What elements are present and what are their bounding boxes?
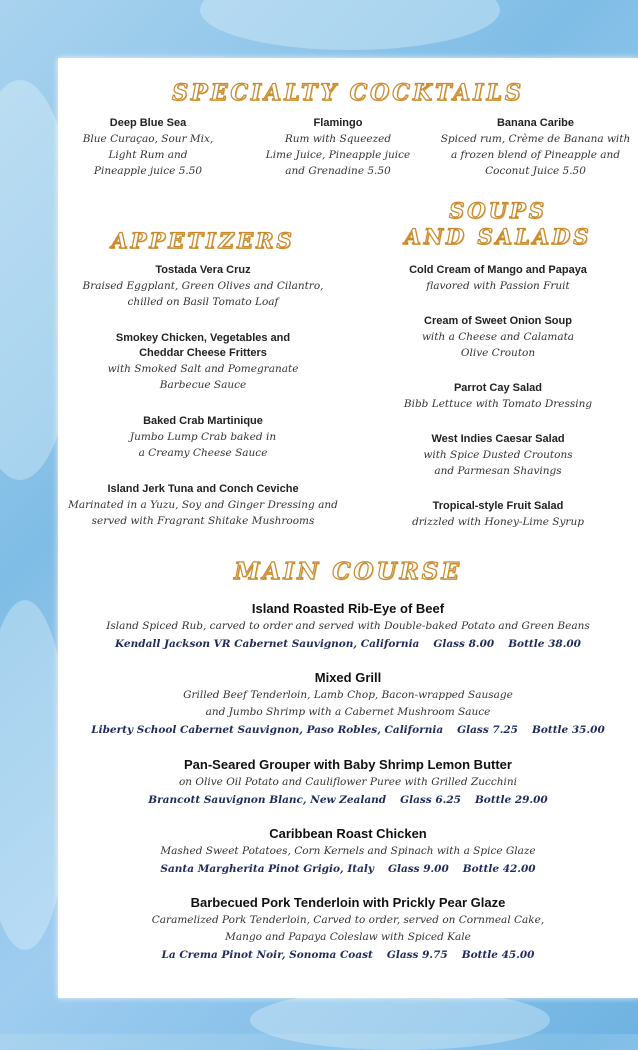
wine-glass-price: Glass 6.25 bbox=[400, 794, 461, 806]
soup-desc: with a Cheese and Calamata bbox=[421, 331, 575, 343]
appetizer-desc: served with Fragrant Shitake Mushrooms bbox=[91, 515, 315, 527]
main-item bbox=[58, 669, 638, 739]
wine-glass-price: Glass 9.00 bbox=[387, 863, 449, 875]
main-desc: and Jumbo Shrimp with a Cabernet Mushroom Sauce bbox=[205, 706, 491, 718]
soup-desc: Olive Crouton bbox=[460, 347, 536, 359]
soup-name: Cream of Sweet Onion Soup bbox=[424, 315, 572, 327]
main-desc: Mashed Sweet Potatoes, Corn Kernels and Spinach with a Spice Glaze bbox=[160, 845, 536, 857]
soup-desc: drizzled with Honey-Lime Syrup bbox=[412, 516, 584, 528]
main-item bbox=[58, 600, 638, 653]
main-desc: Island Spiced Rub, carved to order and served with Double-baked Potato and Green Beans bbox=[106, 620, 590, 632]
main-item bbox=[58, 756, 638, 809]
main-name: Pan-Seared Grouper with Baby Shrimp Lemon Butter bbox=[184, 757, 512, 772]
soup-item bbox=[368, 314, 628, 361]
soup-item bbox=[368, 263, 628, 294]
main-desc: Mango and Papaya Coleslaw with Spiced Kale bbox=[225, 931, 471, 943]
main-desc: Grilled Beef Tenderloin, Lamb Chop, Bacon-wrapped Sausage bbox=[183, 689, 513, 701]
main-name: Mixed Grill bbox=[314, 670, 382, 685]
wine-pairing bbox=[58, 860, 638, 878]
wine-glass-price: Glass 7.25 bbox=[457, 724, 518, 736]
cocktail-desc: Pineapple juice 5.50 bbox=[93, 165, 203, 177]
wine-bottle-price: Bottle 35.00 bbox=[531, 724, 605, 736]
appetizer-desc: Jumbo Lump Crab baked in bbox=[129, 431, 277, 443]
soup-name: West Indies Caesar Salad bbox=[431, 433, 565, 445]
background-brush bbox=[250, 990, 550, 1050]
main-desc: Caramelized Pork Tenderloin, Carved to order, served on Cornmeal Cake, bbox=[151, 914, 545, 926]
soup-name: Parrot Cay Salad bbox=[453, 382, 543, 394]
cocktail-name: Flamingo bbox=[313, 117, 363, 129]
appetizer-name: Smokey Chicken, Vegetables and bbox=[115, 332, 291, 344]
cocktail-desc: Rum with Squeezed bbox=[284, 133, 392, 145]
appetizers-heading: APPETIZERS bbox=[111, 228, 295, 253]
cocktail-desc: Spiced rum, Crème de Banana with bbox=[440, 133, 631, 145]
wine-bottle-price: Bottle 29.00 bbox=[474, 794, 548, 806]
soup-item bbox=[368, 381, 628, 412]
appetizer-desc: Marinated in a Yuzu, Soy and Ginger Dressing and bbox=[68, 499, 338, 511]
soup-item bbox=[368, 499, 628, 530]
main-course-heading: MAIN COURSE bbox=[234, 558, 462, 585]
soup-desc: flavored with Passion Fruit bbox=[426, 280, 570, 292]
appetizer-desc: Braised Eggplant, Green Olives and Cilantro, bbox=[82, 280, 324, 292]
soups-heading: SOUPS bbox=[449, 198, 547, 223]
cocktails-heading: SPECIALTY COCKTAILS bbox=[172, 80, 524, 106]
appetizer-desc: Barbecue Sauce bbox=[159, 379, 247, 391]
background-brush bbox=[200, 0, 500, 50]
soup-desc: with Spice Dusted Croutons bbox=[423, 449, 573, 461]
cocktail-item bbox=[248, 116, 428, 179]
appetizer-name: Cheddar Cheese Fritters bbox=[139, 347, 267, 359]
cocktail-name: Banana Caribe bbox=[496, 117, 575, 129]
soup-item bbox=[368, 432, 628, 479]
soup-desc: and Parmesan Shavings bbox=[434, 465, 562, 477]
cocktail-item bbox=[438, 116, 633, 179]
wine-pairing bbox=[58, 791, 638, 809]
cocktail-desc: Light Rum and bbox=[108, 149, 188, 161]
appetizer-name: Baked Crab Martinique bbox=[143, 415, 263, 427]
wine-name: Kendall Jackson VR Cabernet Sauvignon, California bbox=[115, 638, 420, 650]
wine-pairing bbox=[58, 721, 638, 739]
cocktail-desc: Coconut Juice 5.50 bbox=[485, 165, 586, 177]
appetizer-desc: with Smoked Salt and Pomegranate bbox=[107, 363, 299, 375]
wine-name: Brancott Sauvignon Blanc, New Zealand bbox=[148, 794, 387, 806]
appetizer-desc: a Creamy Cheese Sauce bbox=[138, 447, 268, 459]
soup-desc: Bibb Lettuce with Tomato Dressing bbox=[403, 398, 593, 410]
cocktail-desc: a frozen blend of Pineapple and bbox=[450, 149, 621, 161]
wine-bottle-price: Bottle 42.00 bbox=[462, 863, 536, 875]
cocktail-desc: Blue Curaçao, Sour Mix, bbox=[82, 133, 214, 145]
wine-glass-price: Glass 9.75 bbox=[386, 949, 448, 961]
cocktail-desc: and Grenadine 5.50 bbox=[285, 165, 391, 177]
wine-name: La Crema Pinot Noir, Sonoma Coast bbox=[161, 949, 373, 961]
soups-heading: AND SALADS bbox=[404, 224, 592, 249]
appetizer-item bbox=[68, 414, 338, 461]
main-name: Caribbean Roast Chicken bbox=[269, 826, 427, 841]
appetizer-item bbox=[68, 331, 338, 393]
wine-pairing bbox=[58, 946, 638, 964]
cocktail-desc: Lime Juice, Pineapple juice bbox=[265, 149, 411, 161]
wine-name: Santa Margherita Pinot Grigio, Italy bbox=[160, 863, 374, 875]
appetizer-item bbox=[58, 482, 348, 529]
appetizer-name: Island Jerk Tuna and Conch Ceviche bbox=[107, 483, 299, 495]
wine-bottle-price: Bottle 45.00 bbox=[461, 949, 535, 961]
appetizer-desc: chilled on Basil Tomato Loaf bbox=[127, 296, 279, 308]
wine-pairing bbox=[58, 635, 638, 653]
cocktail-name: Deep Blue Sea bbox=[109, 117, 187, 129]
appetizer-item bbox=[68, 263, 338, 310]
soup-name: Cold Cream of Mango and Papaya bbox=[409, 264, 587, 276]
main-name: Barbecued Pork Tenderloin with Prickly Pear Glaze bbox=[190, 895, 506, 910]
wine-name: Liberty School Cabernet Sauvignon, Paso Robles, California bbox=[91, 724, 444, 736]
wine-bottle-price: Bottle 38.00 bbox=[508, 638, 581, 650]
soup-name: Tropical-style Fruit Salad bbox=[432, 500, 564, 512]
wine-glass-price: Glass 8.00 bbox=[433, 638, 495, 650]
cocktail-item bbox=[58, 116, 238, 179]
appetizer-name: Tostada Vera Cruz bbox=[155, 264, 251, 276]
main-item bbox=[58, 825, 638, 878]
menu-page bbox=[58, 58, 638, 998]
main-name: Island Roasted Rib-Eye of Beef bbox=[251, 601, 445, 616]
main-desc: on Olive Oil Potato and Cauliflower Puree with Grilled Zucchini bbox=[178, 776, 518, 788]
main-item bbox=[58, 894, 638, 964]
